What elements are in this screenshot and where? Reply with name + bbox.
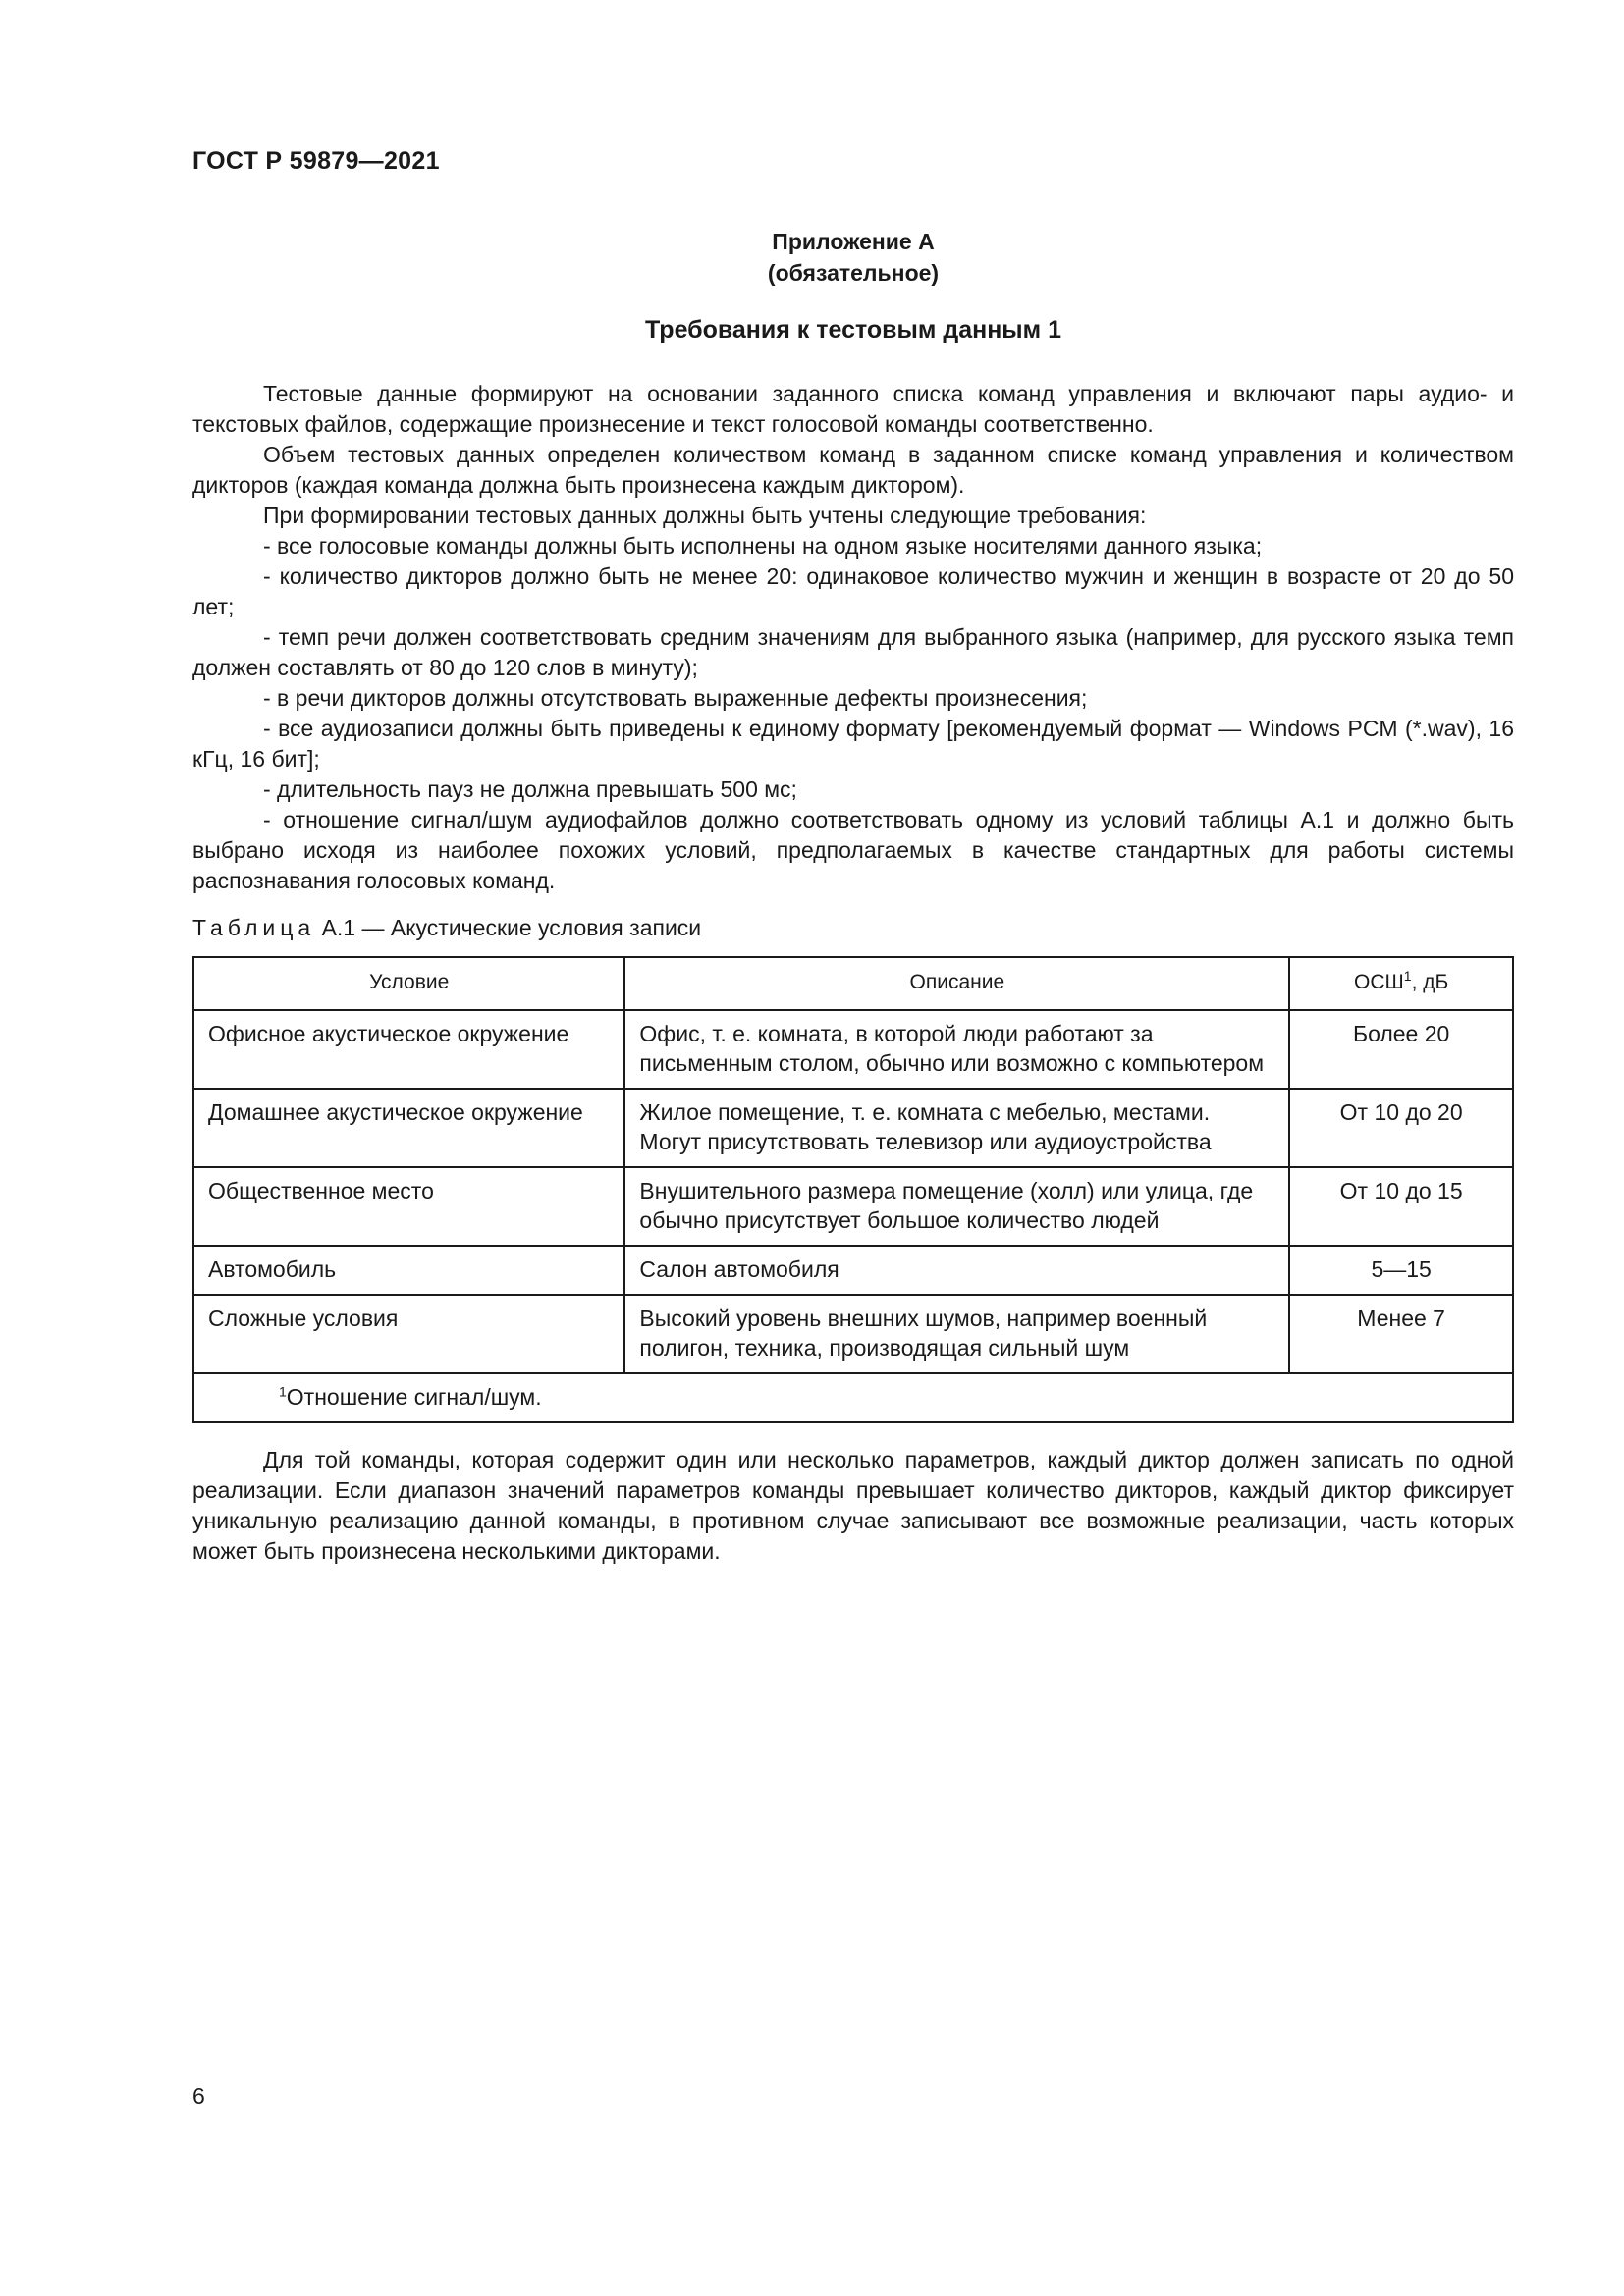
- footnote-mark: 1: [279, 1383, 287, 1400]
- closing-paragraph: Для той команды, которая содержит один или несколько параметров, каждый диктор должен записать по одной реализации. Если диапазон значений параметров команды превышает количество дикторов, каждый диктор фиксирует уникальную реализацию данной команды, в противном случае записывают все возможные реализации, часть которых может быть произнесена несколькими дикторами.: [192, 1447, 1514, 1564]
- header-snr-footnote-mark: 1: [1403, 968, 1412, 984]
- appendix-heading: [192, 226, 1514, 289]
- cell-condition: Автомобиль: [193, 1246, 624, 1295]
- table-row: [193, 1167, 1513, 1246]
- header-snr-label: ОСШ: [1354, 971, 1404, 993]
- requirement-item: - отношение сигнал/шум аудиофайлов должно соответствовать одному из условий таблицы А.1 и должно быть выбрано исходя из наиболее похожих условий, предполагаемых в качестве стандартных для работы системы распознавания голосовых команд.: [192, 807, 1514, 893]
- requirement-item: - в речи дикторов должны отсутствовать выраженные дефекты произнесения;: [263, 685, 1088, 711]
- cell-snr: Более 20: [1289, 1010, 1513, 1089]
- table-row: [193, 1246, 1513, 1295]
- cell-condition: Общественное место: [193, 1167, 624, 1246]
- header-description: Описание: [624, 957, 1289, 1010]
- header-snr-unit: , дБ: [1411, 971, 1449, 993]
- document-id: ГОСТ Р 59879—2021: [192, 147, 440, 175]
- header-snr: [1289, 957, 1513, 1010]
- cell-condition: Офисное акустическое окружение: [193, 1010, 624, 1089]
- cell-description: Высокий уровень внешних шумов, например военный полигон, техника, производящая сильный шум: [624, 1295, 1289, 1373]
- table-row: [193, 1295, 1513, 1373]
- table-row: [193, 1010, 1513, 1089]
- table-footnote-row: [193, 1373, 1513, 1422]
- body-text: [192, 379, 1514, 896]
- page-number: 6: [192, 2083, 205, 2109]
- cell-snr: От 10 до 20: [1289, 1089, 1513, 1167]
- header-condition: Условие: [193, 957, 624, 1010]
- cell-snr: От 10 до 15: [1289, 1167, 1513, 1246]
- cell-description: Салон автомобиля: [624, 1246, 1289, 1295]
- section-title: Требования к тестовым данным 1: [644, 316, 1061, 344]
- cell-condition: Сложные условия: [193, 1295, 624, 1373]
- footnote-text: Отношение сигнал/шум.: [286, 1384, 542, 1410]
- body-paragraph: Объем тестовых данных определен количеством команд в заданном списке команд управления и количеством дикторов (каждая команда должна быть произнесена каждым диктором).: [192, 442, 1514, 498]
- requirement-item: - количество дикторов должно быть не менее 20: одинаковое количество мужчин и женщин в возрасте от 20 до 50 лет;: [192, 563, 1514, 619]
- closing-text: [192, 1445, 1514, 1567]
- requirement-item: - длительность пауз не должна превышать 500 мс;: [263, 776, 797, 802]
- appendix-label: Приложение А: [772, 229, 935, 254]
- body-paragraph: При формировании тестовых данных должны быть учтены следующие требования:: [263, 503, 1147, 528]
- table-caption: [192, 915, 701, 941]
- table-caption-label: Таблица: [192, 915, 316, 940]
- appendix-status: (обязательное): [767, 260, 940, 286]
- requirement-item: - темп речи должен соответствовать средним значениям для выбранного языка (например, для русского языка темп должен составлять от 80 до 120 слов в минуту);: [192, 624, 1514, 680]
- cell-description: Внушительного размера помещение (холл) или улица, где обычно присутствует большое количество людей: [624, 1167, 1289, 1246]
- table-caption-text: А.1 — Акустические условия записи: [315, 915, 702, 940]
- cell-description: Офис, т. е. комната, в которой люди работают за письменным столом, обычно или возможно с компьютером: [624, 1010, 1289, 1089]
- cell-description: Жилое помещение, т. е. комната с мебелью, местами. Могут присутствовать телевизор или аудиоустройства: [624, 1089, 1289, 1167]
- requirement-item: - все аудиозаписи должны быть приведены к единому формату [рекомендуемый формат — Windows PCM (*.wav), 16 кГц, 16 бит];: [192, 716, 1514, 772]
- table-footnote: [193, 1373, 1513, 1422]
- requirement-item: - все голосовые команды должны быть исполнены на одном языке носителями данного языка;: [263, 533, 1263, 559]
- table-row: [193, 1089, 1513, 1167]
- body-paragraph: Тестовые данные формируют на основании заданного списка команд управления и включают пары аудио- и текстовых файлов, содержащие произнесение и текст голосовой команды соответственно.: [192, 381, 1514, 437]
- acoustic-conditions-table: [192, 956, 1514, 1423]
- cell-snr: 5—15: [1289, 1246, 1513, 1295]
- cell-condition: Домашнее акустическое окружение: [193, 1089, 624, 1167]
- table-header-row: [193, 957, 1513, 1010]
- cell-snr: Менее 7: [1289, 1295, 1513, 1373]
